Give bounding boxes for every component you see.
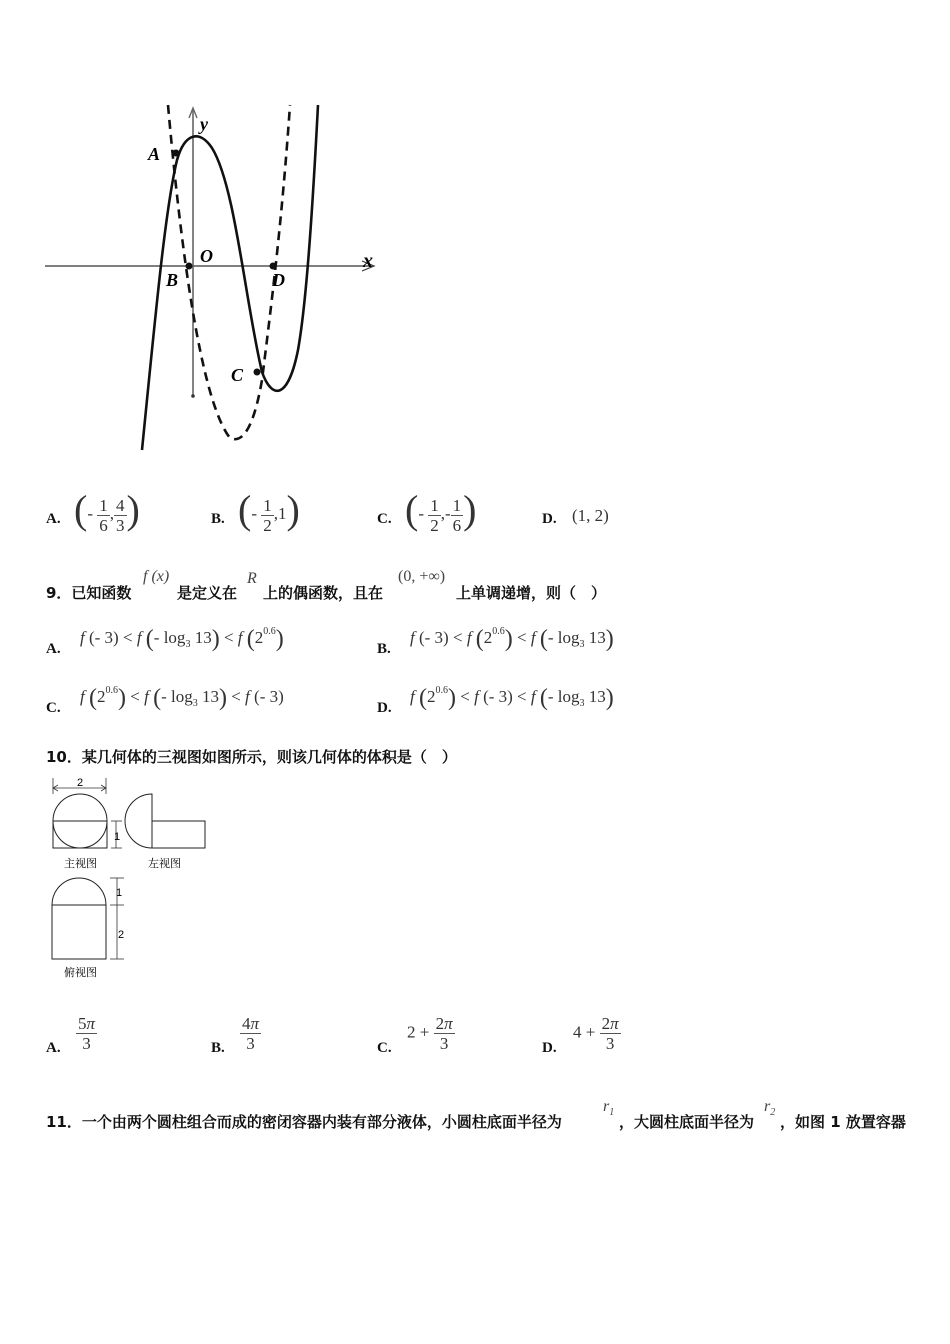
point-a xyxy=(173,150,180,157)
q9-interval: (0, +∞) xyxy=(398,568,446,585)
q10-option-d-value: 4 + $\frac{2\pi}{3}$ xyxy=(573,1014,619,1053)
dim-top-1: 1 xyxy=(116,887,123,899)
q10-option-a-value: $\frac{5\pi}{3}$ xyxy=(78,1014,96,1053)
q9-text-1: 9．已知函数 xyxy=(46,584,132,602)
q11-text-3: ，如图 1 放置容器 xyxy=(780,1113,906,1131)
q8-option-b-value: (- $\frac{1}{2}$ ,1) xyxy=(238,487,300,535)
q11-r1: $r_1$ xyxy=(603,1098,615,1118)
q9-fx: f (x) xyxy=(143,568,170,585)
q10-question: 10．某几何体的三视图如图所示，则该几何体的体积是（ ） xyxy=(46,748,457,766)
label-y: y xyxy=(200,114,208,134)
label-c: C xyxy=(231,365,244,385)
q9-option-a-label: A. xyxy=(46,641,61,657)
q8-option-c-value: (- $\frac{1}{2}$ ,- $\frac{1}{6}$ ) xyxy=(405,487,477,535)
q10-option-c-value: 2 + $\frac{2\pi}{3}$ xyxy=(407,1014,453,1053)
label-d: D xyxy=(272,270,285,290)
q10-option-c-label: C. xyxy=(377,1040,392,1056)
point-b xyxy=(186,263,193,270)
top-view-shape xyxy=(52,878,106,959)
label-o: O xyxy=(200,246,213,266)
q11-text-2: ，大圆柱底面半径为 xyxy=(619,1113,755,1131)
label-a: A xyxy=(148,144,161,164)
q9-option-a-value: f (- 3) < f (- $\log_3 13) < f$ $(2^{0.6})$ xyxy=(80,626,284,652)
q10-option-d-label: D. xyxy=(542,1040,557,1056)
side-view-rect xyxy=(152,821,205,848)
front-view-rect xyxy=(53,821,107,848)
q8-option-b-label: B. xyxy=(211,511,225,527)
q8-option-d-value: (1, 2) xyxy=(572,506,609,525)
q9-option-c-value: f $(2^{0.6}) < f$ (- $\log_3 13) < f$ (- 3) xyxy=(80,685,284,711)
q8-option-a-value: (- $\frac{1}{6}$ , $\frac{4}{3}$ ) xyxy=(74,487,140,535)
top-view-label: 俯视图 xyxy=(64,966,97,979)
q11-question xyxy=(46,1098,926,1134)
q9-option-b-label: B. xyxy=(377,641,391,657)
dim-front-h: 1 xyxy=(114,831,121,843)
dim-width: 2 xyxy=(77,777,84,789)
q9-text-2: 是定义在 xyxy=(177,584,238,602)
q8-option-a-label: A. xyxy=(46,511,61,527)
q10-option-b-value: $\frac{4\pi}{3}$ xyxy=(242,1014,260,1053)
q9-option-c-label: C. xyxy=(46,700,61,716)
point-c xyxy=(254,369,261,376)
function-graph xyxy=(40,100,390,460)
side-view-halfcircle xyxy=(125,794,152,848)
q9-text-4: 上单调递增，则（ ） xyxy=(456,584,607,602)
side-view-label: 左视图 xyxy=(148,857,181,870)
q9-text-3: 上的偶函数，且在 xyxy=(263,584,384,602)
q8-option-d-label: D. xyxy=(542,511,557,527)
q9-option-d-label: D. xyxy=(377,700,392,716)
q11-text-1: 11．一个由两个圆柱组合而成的密闭容器内装有部分液体，小圆柱底面半径为 xyxy=(46,1113,562,1131)
q8-option-c-label: C. xyxy=(377,511,392,527)
q9-question xyxy=(46,568,926,604)
q9-option-b-value: f (- 3) < f $(2^{0.6}) < f$ (- $\log_3 13$) xyxy=(410,626,614,652)
label-b: B xyxy=(166,270,179,290)
front-view-label: 主视图 xyxy=(64,857,97,870)
three-view-diagram xyxy=(44,772,214,982)
point-d xyxy=(270,263,277,270)
q9-option-d-value: f $(2^{0.6}) < f$ (- 3) < f (- $\log_3 13$) xyxy=(410,685,614,711)
q10-option-a-label: A. xyxy=(46,1040,61,1056)
dim-top-2: 2 xyxy=(118,929,125,941)
label-x: x xyxy=(363,250,373,272)
q11-r2: $r_2$ xyxy=(764,1098,776,1118)
q9-r: R xyxy=(247,570,257,587)
q10-option-b-label: B. xyxy=(211,1040,225,1056)
